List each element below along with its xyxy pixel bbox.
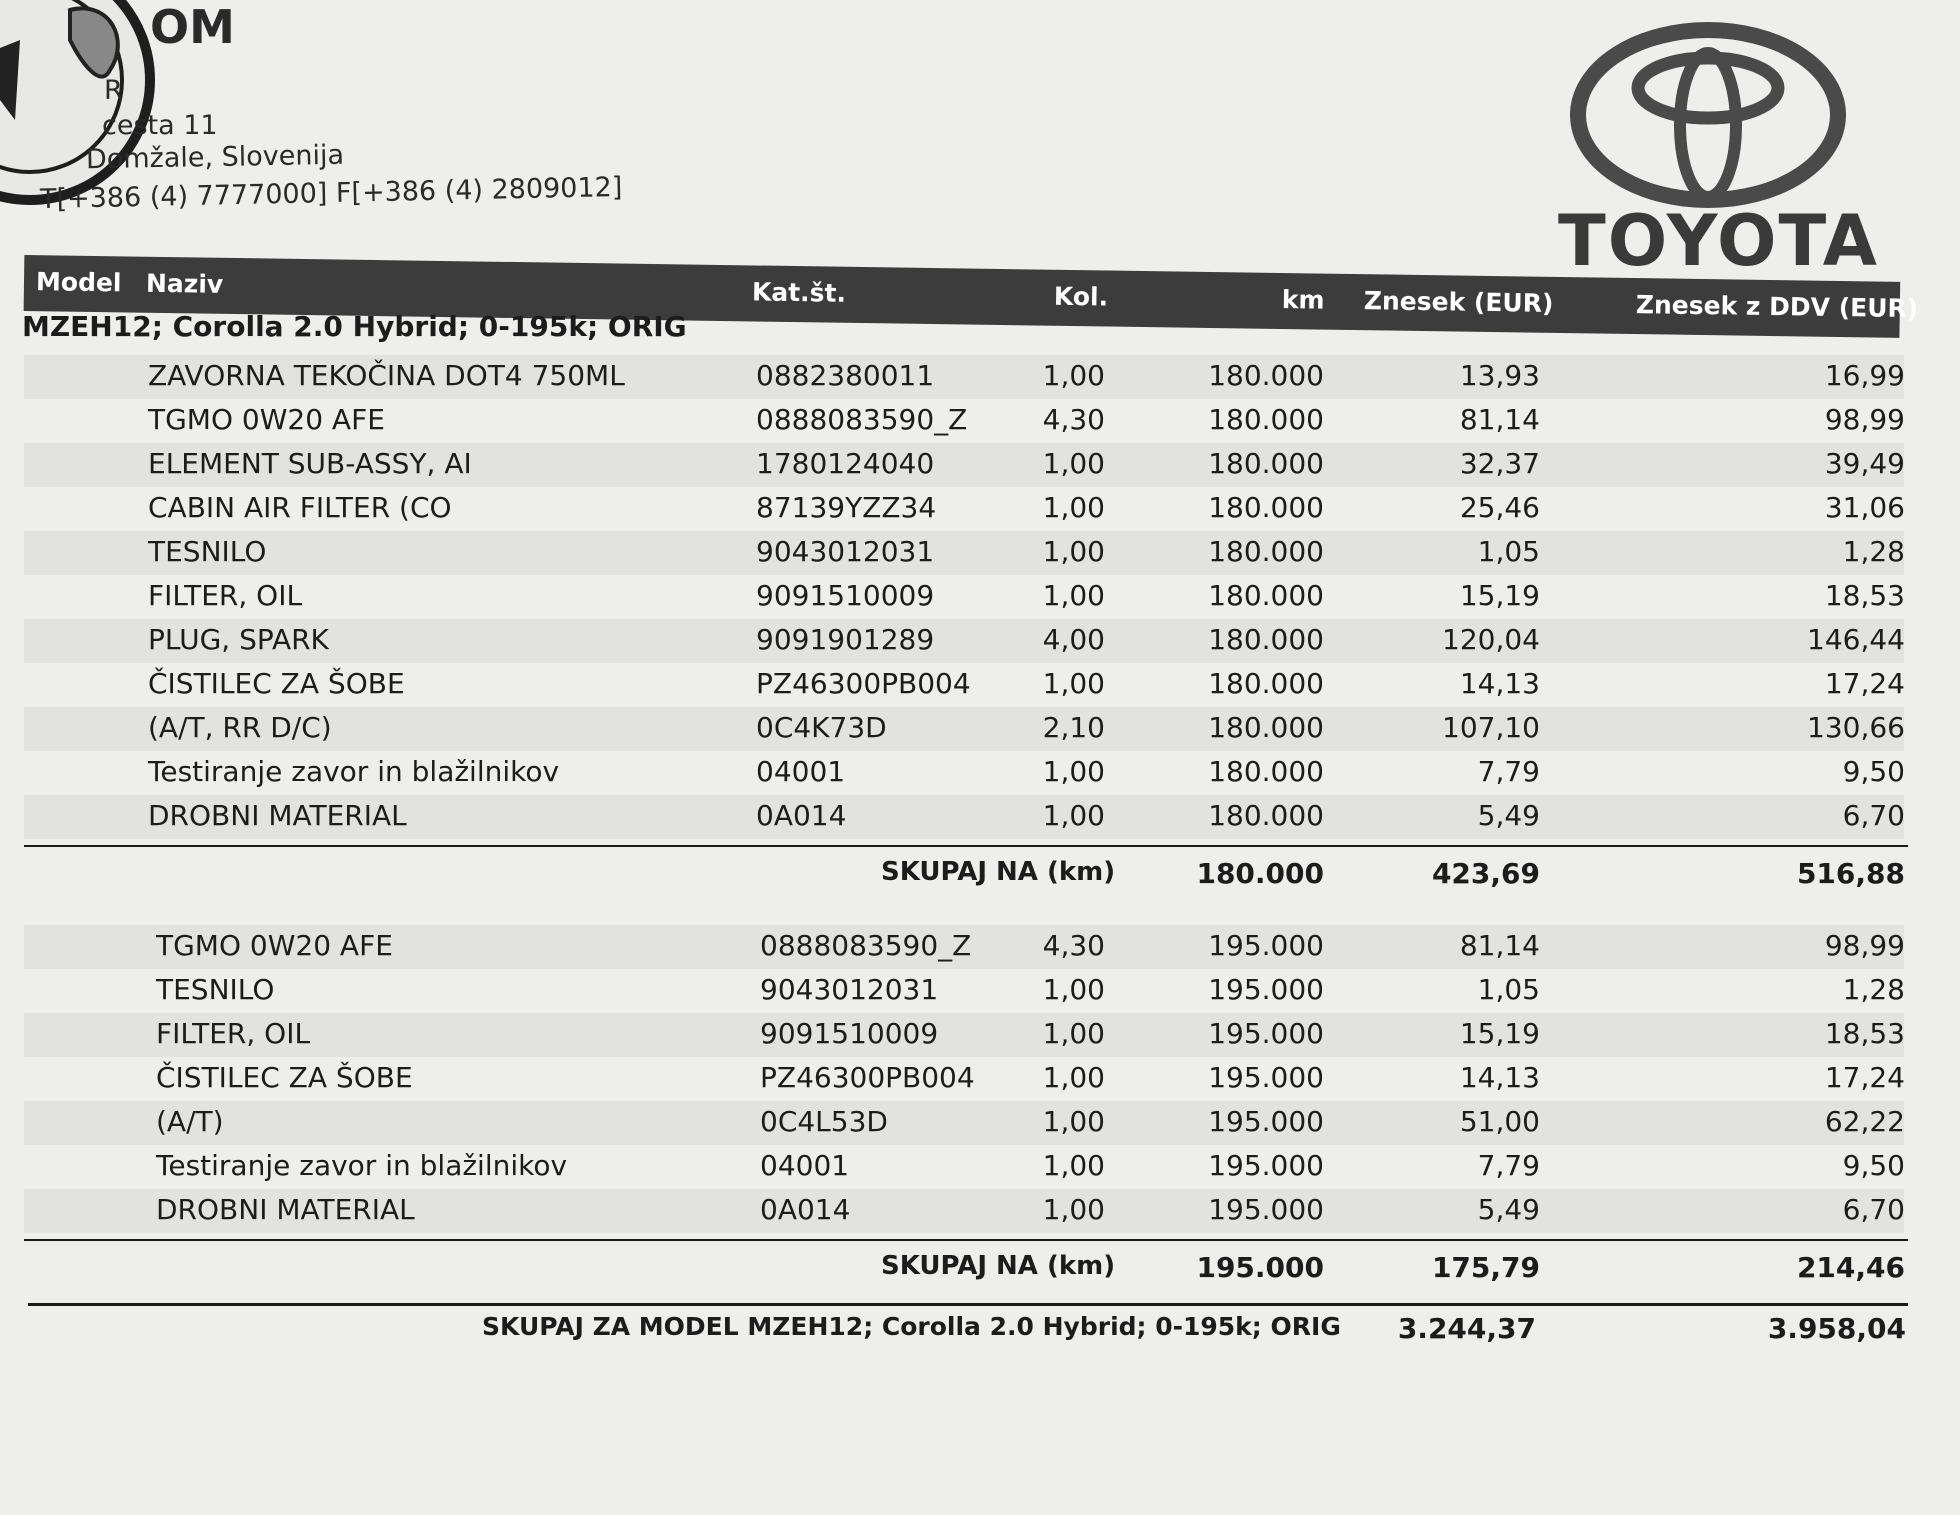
item-znesek: 15,19 (1459, 1017, 1540, 1050)
item-kol: 2,10 (1042, 711, 1105, 744)
header-naziv: Naziv (145, 268, 224, 299)
item-znesek-ddv: 18,53 (1824, 579, 1905, 612)
item-kol: 1,00 (1042, 755, 1105, 788)
item-km: 195.000 (1208, 1017, 1324, 1050)
item-kat-st: 9091901289 (756, 623, 935, 656)
item-kat-st: 1780124040 (756, 447, 935, 480)
item-km: 195.000 (1208, 1193, 1324, 1226)
item-km: 180.000 (1208, 755, 1324, 788)
item-znesek-ddv: 39,49 (1824, 447, 1905, 480)
item-znesek-ddv: 1,28 (1842, 973, 1905, 1006)
grand-total-label: SKUPAJ ZA MODEL MZEH12; Corolla 2.0 Hybrid; 0-195k; ORIG (482, 1312, 1341, 1341)
item-kol: 1,00 (1042, 535, 1105, 568)
item-znesek: 51,00 (1459, 1105, 1540, 1138)
item-znesek: 120,04 (1442, 623, 1540, 656)
table-row (0, 619, 1960, 663)
table-row (0, 487, 1960, 531)
dealer-address-mark: R (104, 75, 123, 106)
header-kat-st: Kat.št. (751, 277, 847, 308)
item-km: 195.000 (1208, 1105, 1324, 1138)
item-znesek: 25,46 (1459, 491, 1540, 524)
item-znesek: 14,13 (1459, 667, 1540, 700)
item-znesek-ddv: 17,24 (1824, 1061, 1905, 1094)
table-row (0, 399, 1960, 443)
item-znesek-ddv: 1,28 (1842, 535, 1905, 568)
item-kol: 1,00 (1042, 579, 1105, 612)
table-row (0, 531, 1960, 575)
dealer-name-suffix: OM (150, 0, 235, 54)
table-row (0, 751, 1960, 795)
dealer-address-line1: cesta 11 (102, 110, 218, 141)
item-znesek: 15,19 (1459, 579, 1540, 612)
item-znesek-ddv: 17,24 (1824, 667, 1905, 700)
table-row (0, 1057, 1960, 1101)
subtotal-ddv: 516,88 (1796, 857, 1905, 890)
table-row (0, 795, 1960, 839)
item-kat-st: 9043012031 (760, 973, 939, 1006)
item-km: 180.000 (1208, 403, 1324, 436)
table-row (0, 355, 1960, 399)
item-naziv: FILTER, OIL (156, 1017, 311, 1050)
item-naziv: TESNILO (156, 973, 275, 1006)
grand-total-rule (28, 1303, 1908, 1306)
item-kol: 1,00 (1042, 667, 1105, 700)
item-kat-st: 9091510009 (760, 1017, 939, 1050)
item-kol: 1,00 (1042, 359, 1105, 392)
item-kol: 4,30 (1042, 403, 1105, 436)
item-kol: 4,00 (1042, 623, 1105, 656)
table-row (0, 575, 1960, 619)
table-row (0, 1145, 1960, 1189)
item-naziv: DROBNI MATERIAL (156, 1193, 415, 1226)
table-row (0, 443, 1960, 487)
table-row (0, 1101, 1960, 1145)
item-znesek: 7,79 (1477, 755, 1540, 788)
item-znesek: 1,05 (1477, 535, 1540, 568)
subtotal-km: 195.000 (1196, 1251, 1324, 1284)
grand-total-row (0, 1308, 1960, 1352)
dealer-address-line2: Domžale, Slovenija (85, 139, 345, 176)
header-znesek: Znesek (EUR) (1363, 286, 1554, 318)
item-km: 180.000 (1208, 447, 1324, 480)
item-znesek: 81,14 (1459, 929, 1540, 962)
item-naziv: CABIN AIR FILTER (CO (148, 491, 452, 524)
item-km: 180.000 (1208, 623, 1324, 656)
item-km: 195.000 (1208, 1149, 1324, 1182)
item-km: 180.000 (1208, 711, 1324, 744)
item-kat-st: 0888083590_Z (756, 403, 968, 436)
item-znesek-ddv: 98,99 (1824, 403, 1905, 436)
item-kol: 4,30 (1042, 929, 1105, 962)
item-naziv: TESNILO (148, 535, 267, 568)
header-km: km (1281, 285, 1325, 315)
item-znesek-ddv: 62,22 (1824, 1105, 1905, 1138)
item-znesek-ddv: 130,66 (1807, 711, 1905, 744)
item-kat-st: 9091510009 (756, 579, 935, 612)
item-znesek-ddv: 9,50 (1842, 1149, 1905, 1182)
item-kat-st: PZ46300PB004 (756, 667, 971, 700)
item-kol: 1,00 (1042, 1193, 1105, 1226)
header-model: Model (35, 267, 122, 298)
table-row (0, 969, 1960, 1013)
item-kat-st: 9043012031 (756, 535, 935, 568)
item-znesek-ddv: 9,50 (1842, 755, 1905, 788)
item-kol: 1,00 (1042, 973, 1105, 1006)
item-znesek: 107,10 (1442, 711, 1540, 744)
item-naziv: Testiranje zavor in blažilnikov (148, 755, 560, 788)
item-kol: 1,00 (1042, 1061, 1105, 1094)
item-km: 180.000 (1208, 579, 1324, 612)
item-kol: 1,00 (1042, 1149, 1105, 1182)
subtotal-znesek: 423,69 (1431, 857, 1540, 890)
item-naziv: TGMO 0W20 AFE (156, 929, 393, 962)
subtotal-rule (24, 1239, 1908, 1241)
item-naziv: Testiranje zavor in blažilnikov (156, 1149, 568, 1182)
item-naziv: ČISTILEC ZA ŠOBE (156, 1061, 413, 1094)
header-kol: Kol. (1053, 281, 1109, 312)
item-naziv: DROBNI MATERIAL (148, 799, 407, 832)
item-znesek-ddv: 6,70 (1842, 799, 1905, 832)
item-kat-st: 0C4L53D (760, 1105, 888, 1138)
item-km: 180.000 (1208, 535, 1324, 568)
item-km: 180.000 (1208, 799, 1324, 832)
item-znesek: 32,37 (1459, 447, 1540, 480)
subtotal-ddv: 214,46 (1796, 1251, 1905, 1284)
grand-total-znesek: 3.244,37 (1397, 1312, 1536, 1345)
item-naziv: ČISTILEC ZA ŠOBE (148, 667, 405, 700)
item-kat-st: 04001 (760, 1149, 850, 1182)
item-znesek-ddv: 6,70 (1842, 1193, 1905, 1226)
grand-total-ddv: 3.958,04 (1767, 1312, 1906, 1345)
item-kol: 1,00 (1042, 1017, 1105, 1050)
model-line: MZEH12; Corolla 2.0 Hybrid; 0-195k; ORIG (22, 310, 687, 343)
item-naziv: (A/T) (156, 1105, 224, 1138)
item-naziv: (A/T, RR D/C) (148, 711, 332, 744)
subtotal-rule (24, 845, 1908, 847)
subtotal-label: SKUPAJ NA (km) (881, 1251, 1116, 1281)
item-naziv: PLUG, SPARK (148, 623, 329, 656)
item-znesek-ddv: 16,99 (1824, 359, 1905, 392)
item-km: 180.000 (1208, 491, 1324, 524)
item-kat-st: 04001 (756, 755, 846, 788)
item-naziv: FILTER, OIL (148, 579, 303, 612)
item-kat-st: PZ46300PB004 (760, 1061, 975, 1094)
subtotal-label: SKUPAJ NA (km) (881, 857, 1116, 887)
item-znesek: 7,79 (1477, 1149, 1540, 1182)
item-kat-st: 0A014 (760, 1193, 851, 1226)
toyota-emblem-icon (1568, 20, 1868, 210)
item-kol: 1,00 (1042, 447, 1105, 480)
subtotal-row (0, 1247, 1960, 1291)
header-znesek-ddv: Znesek z DDV (EUR) (1635, 290, 1919, 324)
item-kat-st: 0C4K73D (756, 711, 887, 744)
item-znesek-ddv: 31,06 (1824, 491, 1905, 524)
item-km: 195.000 (1208, 1061, 1324, 1094)
item-znesek: 5,49 (1477, 799, 1540, 832)
item-kat-st: 0882380011 (756, 359, 935, 392)
table-row (0, 663, 1960, 707)
item-znesek: 13,93 (1459, 359, 1540, 392)
item-kat-st: 0A014 (756, 799, 847, 832)
item-znesek: 81,14 (1459, 403, 1540, 436)
subtotal-row (0, 853, 1960, 897)
item-kat-st: 0888083590_Z (760, 929, 972, 962)
table-row (0, 1189, 1960, 1233)
subtotal-znesek: 175,79 (1431, 1251, 1540, 1284)
table-row (0, 707, 1960, 751)
item-kol: 1,00 (1042, 799, 1105, 832)
item-km: 195.000 (1208, 973, 1324, 1006)
item-znesek: 14,13 (1459, 1061, 1540, 1094)
item-znesek: 1,05 (1477, 973, 1540, 1006)
item-km: 180.000 (1208, 667, 1324, 700)
item-znesek-ddv: 98,99 (1824, 929, 1905, 962)
item-kol: 1,00 (1042, 1105, 1105, 1138)
item-kol: 1,00 (1042, 491, 1105, 524)
table-row (0, 925, 1960, 969)
item-znesek-ddv: 146,44 (1807, 623, 1905, 656)
dealer-phone-fax: T[+386 (4) 7777000] F[+386 (4) 2809012] (39, 171, 623, 216)
item-km: 180.000 (1208, 359, 1324, 392)
item-znesek: 5,49 (1477, 1193, 1540, 1226)
item-znesek-ddv: 18,53 (1824, 1017, 1905, 1050)
item-kat-st: 87139YZZ34 (756, 491, 937, 524)
item-km: 195.000 (1208, 929, 1324, 962)
item-naziv: ELEMENT SUB-ASSY, AI (148, 447, 472, 480)
subtotal-km: 180.000 (1196, 857, 1324, 890)
table-row (0, 1013, 1960, 1057)
toyota-wordmark: TOYOTA (1558, 200, 1879, 282)
item-naziv: TGMO 0W20 AFE (148, 403, 385, 436)
item-naziv: ZAVORNA TEKOČINA DOT4 750ML (148, 359, 625, 392)
